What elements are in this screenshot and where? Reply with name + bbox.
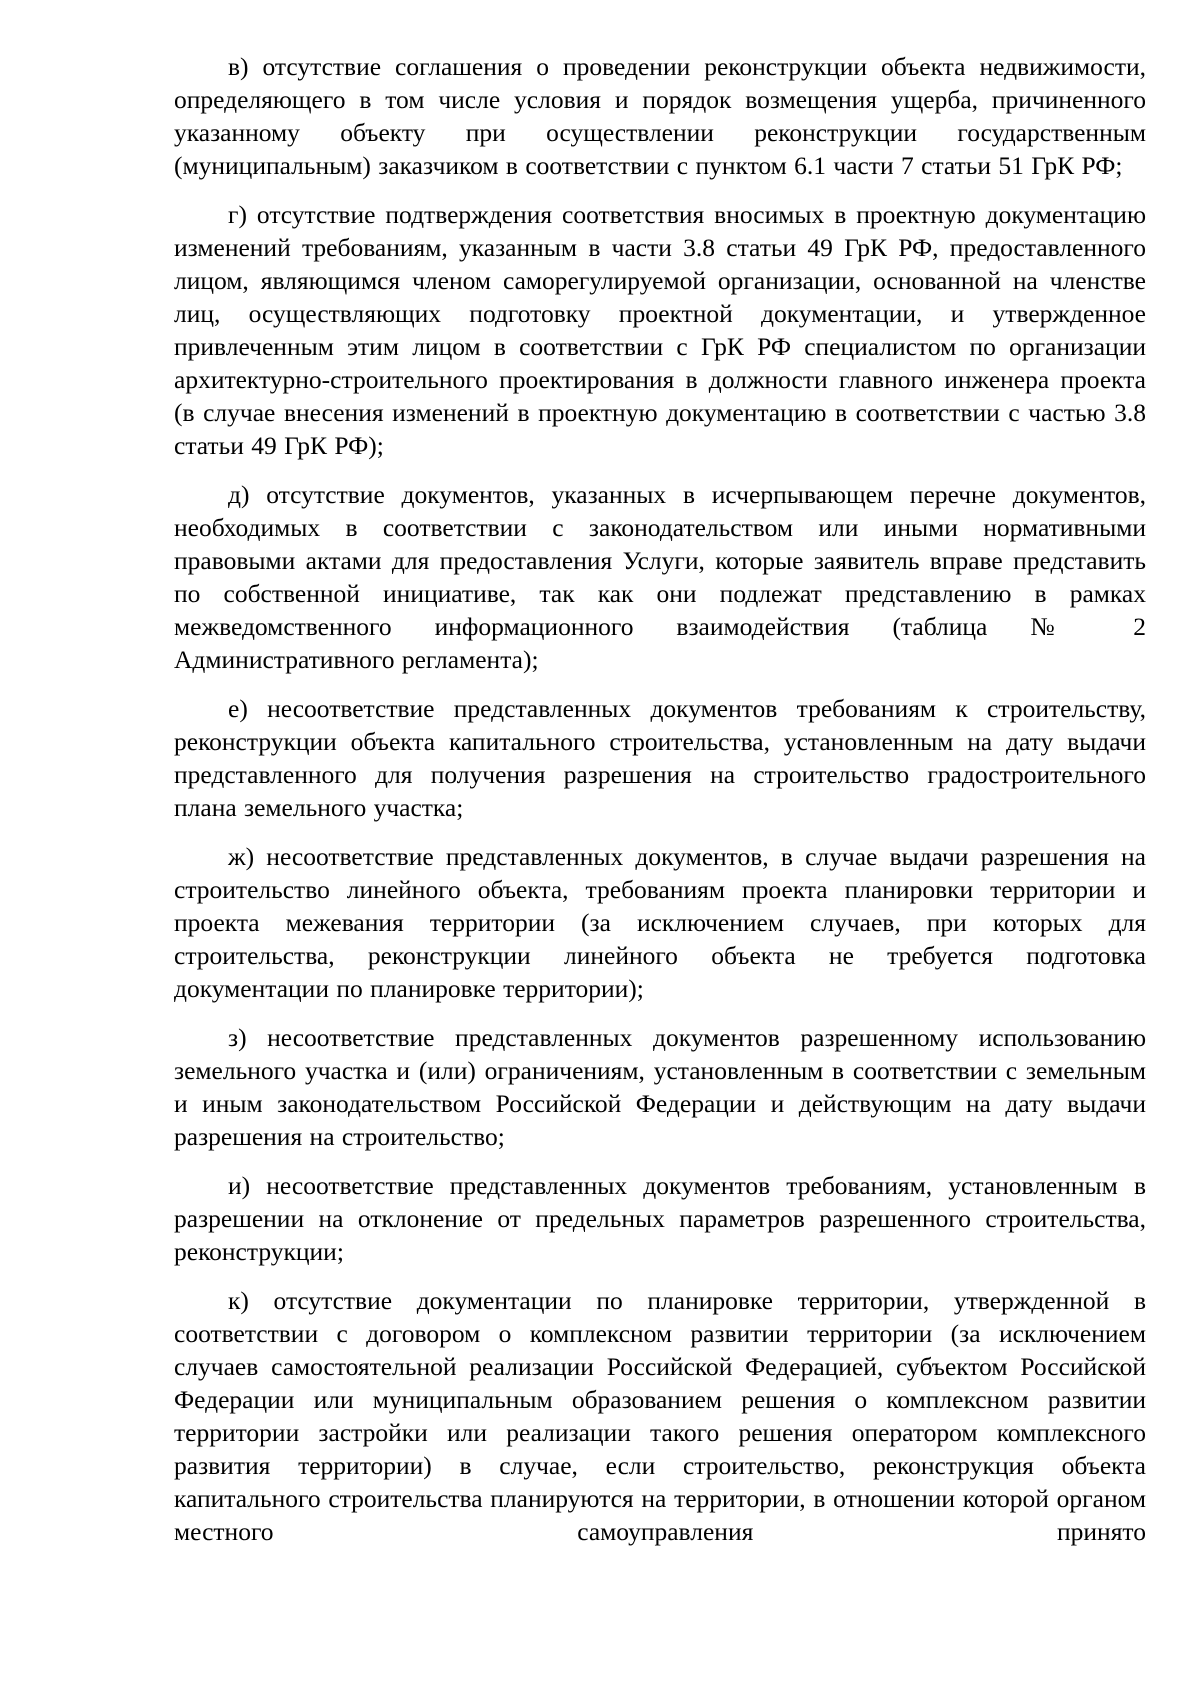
paragraph-e: е) несоответствие представленных документов требованиям к строительству, реконструкции объекта капитального строительства, установленным на дату выдачи представленного для получения разрешения на строительство градостроительного плана земельного участка; (174, 694, 1146, 822)
paragraph-i: и) несоответствие представленных документов требованиям, установленным в разрешении на отклонение от предельных параметров разрешенного строительства, реконструкции; (174, 1171, 1146, 1266)
paragraph-d: д) отсутствие документов, указанных в исчерпывающем перечне документов, необходимых в соответствии с законодательством или иными нормативными правовыми актами для предоставления Услуги, которые заявитель вправе представить по собственной инициативе, так как они подлежат представлению в рамках межведомственного информационного взаимодействия (таблица № 2 Административного регламента); (174, 480, 1146, 674)
document-body (174, 50, 1146, 1548)
paragraph-zh: ж) несоответствие представленных документов, в случае выдачи разрешения на строительство линейного объекта, требованиям проекта планировки территории и проекта межевания территории (за исключением случаев, при которых для строительства, реконструкции линейного объекта не требуется подготовка документации по планировке территории); (174, 842, 1146, 1003)
paragraph-z: з) несоответствие представленных документов разрешенному использованию земельного участка и (или) ограничениям, установленным в соответствии с земельным и иным законодательством Российской Федерации и действующим на дату выдачи разрешения на строительство; (174, 1023, 1146, 1151)
paragraph-g: г) отсутствие подтверждения соответствия вносимых в проектную документацию изменений требованиям, указанным в части 3.8 статьи 49 ГрК РФ, предоставленного лицом, являющимся членом саморегулируемой организации, основанной на членстве лиц, осуществляющих подготовку проектной документации, и утвержденное привлеченным этим лицом в соответствии с ГрК РФ специалистом по организации архитектурно-строительного проектирования в должности главного инженера проекта (в случае внесения изменений в проектную документацию в соответствии с частью 3.8 статьи 49 ГрК РФ); (174, 200, 1146, 460)
paragraph-v: в) отсутствие соглашения о проведении реконструкции объекта недвижимости, определяющего в том числе условия и порядок возмещения ущерба, причиненного указанному объекту при осуществлении реконструкции государственным (муниципальным) заказчиком в соответствии с пунктом 6.1 части 7 статьи 51 ГрК РФ; (174, 52, 1146, 180)
paragraph-k: к) отсутствие документации по планировке территории, утвержденной в соответствии с договором о комплексном развитии территории (за исключением случаев самостоятельной реализации Российской Федерацией, субъектом Российской Федерации или муниципальным образованием решения о комплексном развитии территории застройки или реализации такого решения оператором комплексного развития территории) в случае, если строительство, реконструкция объекта капитального строительства планируются на территории, в отношении которой органом местного самоуправления принято (174, 1286, 1146, 1546)
